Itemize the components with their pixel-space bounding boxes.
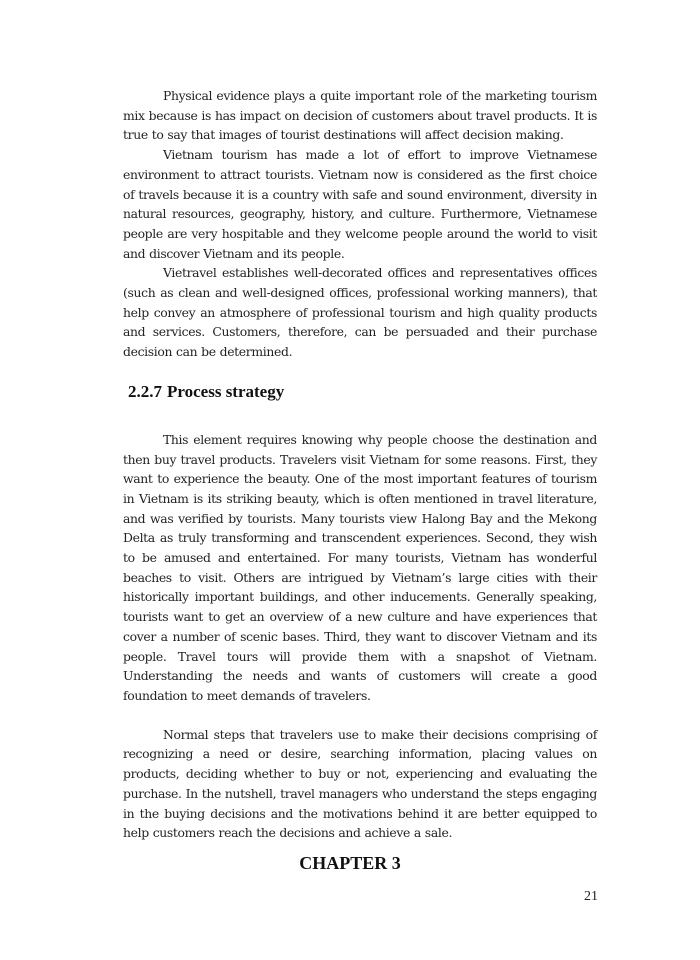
page-body [123,86,597,843]
section-number: 2.2.7 [128,381,162,401]
spacer [123,402,597,430]
page-number: 21 [584,889,598,904]
paragraph-physical-evidence: Physical evidence plays a quite important role of the marketing tourism mix because is has impact on decision of customers about travel products. It is true to say that images of tourist destinations will affect decision making. [123,88,597,143]
section-heading [123,382,597,402]
section-title: Process strategy [167,381,285,401]
spacer [123,706,597,725]
chapter-heading: CHAPTER 3 [299,853,401,873]
paragraph-decision-steps: Normal steps that travelers use to make their decisions comprising of recognizing a need or desire, searching information, placing values on products, deciding whether to buy or not, experiencing and evaluating the purchase. In the nutshell, travel managers who understand the steps engaging in the buying decisions and the motivations behind it are better equipped to help customers reach the decisions and achieve a sale. [123,726,597,841]
paragraph-vietravel-offices: Vietravel establishes well-decorated offices and representatives offices (such as clean and well-designed offices, professional working manners), that help convey an atmosphere of professional tourism and high quality products and services. Customers, therefore, can be persuaded and their purchase decision can be determined. [123,265,597,360]
paragraph-vietnam-environment: Vietnam tourism has made a lot of effort to improve Vietnamese environment to attract tourists. Vietnam now is considered as the first choice of travels because it is a country with safe and sound environment, diversity in natural resources, geography, history, and culture. Furthermore, Vietnamese people are very hospitable and they welcome people around the world to visit and discover Vietnam and its people. [123,147,597,261]
spacer [123,362,597,382]
paragraph-process-reasons: This element requires knowing why people choose the destination and then buy travel products. Travelers visit Vietnam for some reasons. First, they want to experience the beauty. One of the most important features of tourism in Vietnam is its striking beauty, which is often mentioned in travel literature, and was verified by tourists. Many tourists view Halong Bay and the Mekong Delta as truly transforming and transcendent experiences. Second, they wish to be amused and entertained. For many tourists, Vietnam has wonderful beaches to visit. Others are intrigued by Vietnam’s large cities with their historically important buildings, and other inducements. Generally speaking, tourists want to get an overview of a new culture and have experiences that cover a number of scenic bases. Third, they want to discover Vietnam and its people. Travel tours will provide them with a snapshot of Vietnam. Understanding the needs and wants of customers will create a good foundation to meet demands of travelers. [123,431,597,703]
